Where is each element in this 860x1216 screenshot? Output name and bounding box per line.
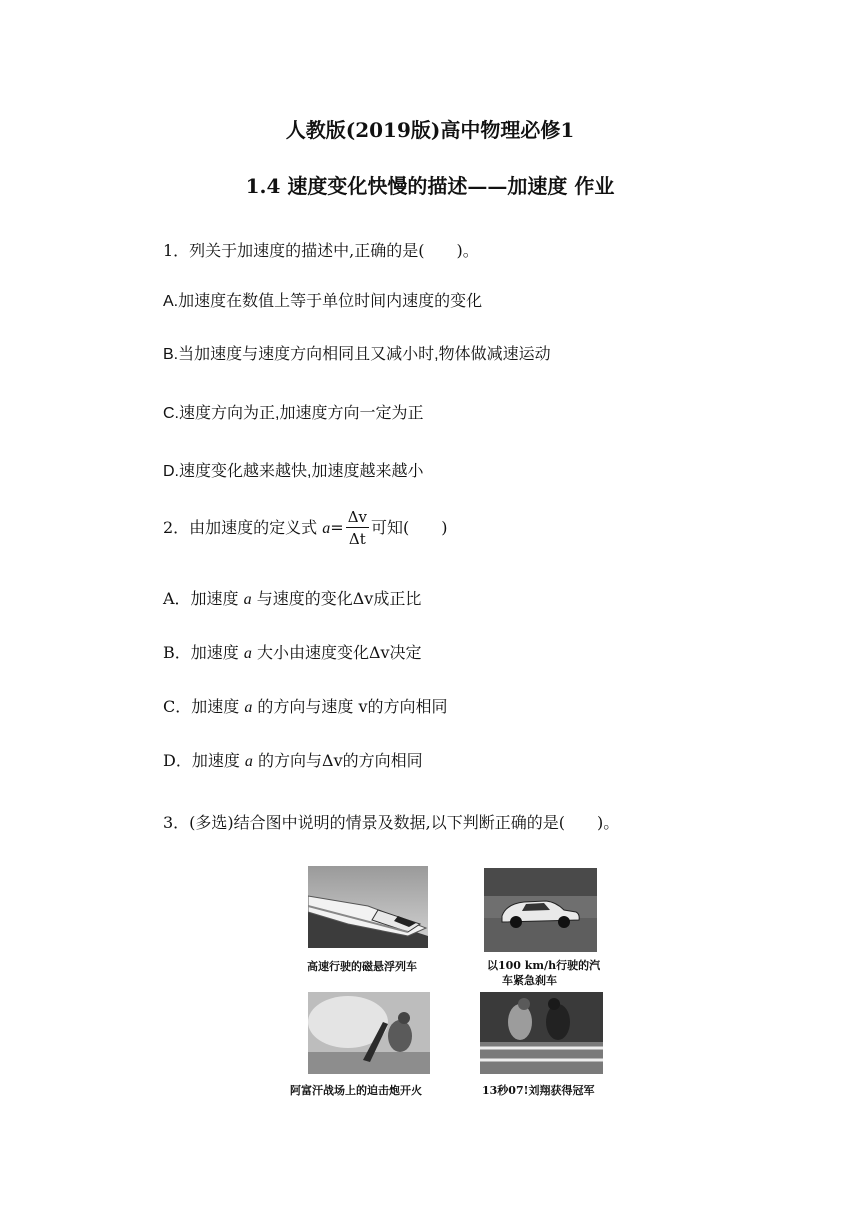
option-label: D．加速度 — [163, 751, 245, 770]
caption-car-line1: 以100 km/h行驶的汽 — [487, 959, 601, 972]
caption-car-line2: 车紧急刹车 — [502, 974, 557, 987]
maglev-train-image — [308, 866, 428, 948]
caption-hurdle: 13秒07!刘翔获得冠军 — [482, 1084, 595, 1097]
mortar-photo — [308, 992, 430, 1074]
option-label: A．加速度 — [163, 589, 244, 608]
document-title: 人教版(2019版)高中物理必修1 — [285, 118, 575, 142]
variable-a: a — [243, 645, 252, 662]
question-1-option-a: A.加速度在数值上等于单位时间内速度的变化 — [163, 293, 483, 310]
car-braking-image — [484, 868, 597, 952]
question-2-option-b — [163, 640, 422, 663]
caption-train: 高速行驶的磁悬浮列车 — [307, 960, 417, 973]
document-subtitle: 1.4 速度变化快慢的描述——加速度 作业 — [245, 174, 615, 198]
hurdle-race-image — [480, 992, 603, 1074]
question-2-stem-suffix: 可知( ) — [371, 518, 448, 537]
fraction-numerator: Δv — [347, 508, 367, 526]
variable-a: a — [243, 591, 252, 608]
equals-sign: = — [330, 518, 344, 537]
question-1-option-c: C.速度方向为正,加速度方向一定为正 — [163, 405, 424, 422]
option-text: 大小由速度变化Δv决定 — [251, 643, 422, 662]
option-text: 的方向与速度 v的方向相同 — [252, 697, 448, 716]
question-2-option-d — [163, 748, 423, 771]
variable-a: a — [244, 699, 253, 716]
hurdle-race-photo — [480, 992, 603, 1074]
question-3-stem: 3．(多选)结合图中说明的情景及数据,以下判断正确的是( )。 — [163, 813, 620, 832]
question-2-option-a — [163, 586, 421, 609]
variable-a: a — [322, 520, 331, 537]
question-2-option-c — [163, 694, 448, 717]
question-2-stem-prefix: 2．由加速度的定义式 — [163, 518, 323, 537]
definition-fraction — [346, 510, 369, 547]
option-text: 与速度的变化Δv成正比 — [251, 589, 422, 608]
question-1-option-b: B.当加速度与速度方向相同且又减小时,物体做减速运动 — [163, 346, 551, 363]
caption-mortar: 阿富汗战场上的迫击炮开火 — [290, 1084, 422, 1097]
option-label: C．加速度 — [163, 697, 245, 716]
option-text: 的方向与Δv的方向相同 — [252, 751, 423, 770]
maglev-train-photo — [308, 866, 428, 948]
variable-a: a — [244, 753, 253, 770]
question-1-option-d: D.速度变化越来越快,加速度越来越小 — [163, 463, 424, 480]
question-1-stem: 1．列关于加速度的描述中,正确的是( )。 — [163, 241, 479, 260]
option-label: B．加速度 — [163, 643, 244, 662]
question-2-stem — [163, 510, 448, 547]
car-braking-photo — [484, 868, 597, 952]
mortar-image — [308, 992, 430, 1074]
fraction-denominator: Δt — [348, 530, 366, 548]
